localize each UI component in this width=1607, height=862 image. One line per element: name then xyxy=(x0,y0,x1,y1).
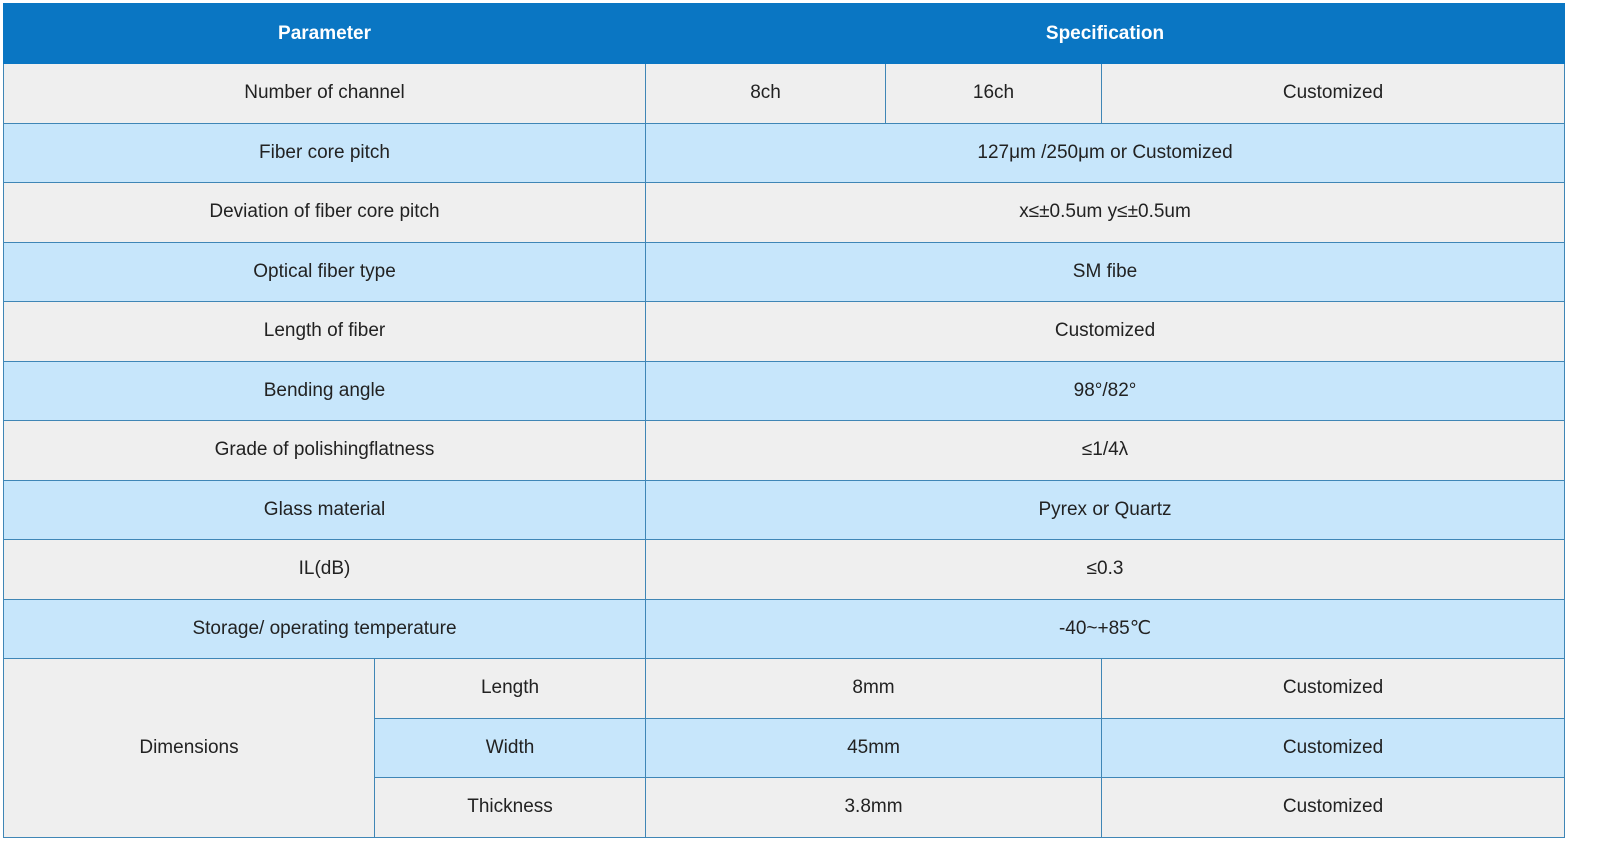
header-specification: Specification xyxy=(646,4,1565,64)
table-row xyxy=(4,302,1565,362)
glass-value: Pyrex or Quartz xyxy=(646,480,1565,540)
table-row xyxy=(4,540,1565,600)
table-row xyxy=(4,659,1565,719)
table-header-row xyxy=(4,4,1565,64)
channels-16ch: 16ch xyxy=(886,64,1102,124)
dimension-width-label: Width xyxy=(375,718,646,778)
dimension-width-value: 45mm xyxy=(646,718,1102,778)
channels-customized: Customized xyxy=(1102,64,1565,124)
table-row xyxy=(4,64,1565,124)
il-value: ≤0.3 xyxy=(646,540,1565,600)
row-label-glass: Glass material xyxy=(4,480,646,540)
row-label-temperature: Storage/ operating temperature xyxy=(4,599,646,659)
row-label-pitch-deviation: Deviation of fiber core pitch xyxy=(4,183,646,243)
bending-angle-value: 98°/82° xyxy=(646,361,1565,421)
core-pitch-value: 127μm /250μm or Customized xyxy=(646,123,1565,183)
dimension-length-value: 8mm xyxy=(646,659,1102,719)
dimension-thickness-value: 3.8mm xyxy=(646,778,1102,838)
polish-grade-value: ≤1/4λ xyxy=(646,421,1565,481)
row-label-channels: Number of channel xyxy=(4,64,646,124)
header-parameter: Parameter xyxy=(4,4,646,64)
channels-8ch: 8ch xyxy=(646,64,886,124)
dimensions-label: Dimensions xyxy=(4,659,375,838)
dimension-width-alt: Customized xyxy=(1102,718,1565,778)
specification-table xyxy=(3,3,1565,838)
table-row xyxy=(4,599,1565,659)
fiber-type-value: SM fibe xyxy=(646,242,1565,302)
row-label-fiber-type: Optical fiber type xyxy=(4,242,646,302)
dimension-length-label: Length xyxy=(375,659,646,719)
fiber-length-value: Customized xyxy=(646,302,1565,362)
table-row xyxy=(4,123,1565,183)
dimension-length-alt: Customized xyxy=(1102,659,1565,719)
dimension-thickness-alt: Customized xyxy=(1102,778,1565,838)
table-row xyxy=(4,361,1565,421)
row-label-fiber-length: Length of fiber xyxy=(4,302,646,362)
table-row xyxy=(4,242,1565,302)
table-row xyxy=(4,183,1565,243)
temperature-value: -40~+85℃ xyxy=(646,599,1565,659)
dimension-thickness-label: Thickness xyxy=(375,778,646,838)
table-row xyxy=(4,421,1565,481)
row-label-bending-angle: Bending angle xyxy=(4,361,646,421)
table-row xyxy=(4,480,1565,540)
row-label-polish-grade: Grade of polishingflatness xyxy=(4,421,646,481)
row-label-il: IL(dB) xyxy=(4,540,646,600)
row-label-core-pitch: Fiber core pitch xyxy=(4,123,646,183)
pitch-deviation-value: x≤±0.5um y≤±0.5um xyxy=(646,183,1565,243)
